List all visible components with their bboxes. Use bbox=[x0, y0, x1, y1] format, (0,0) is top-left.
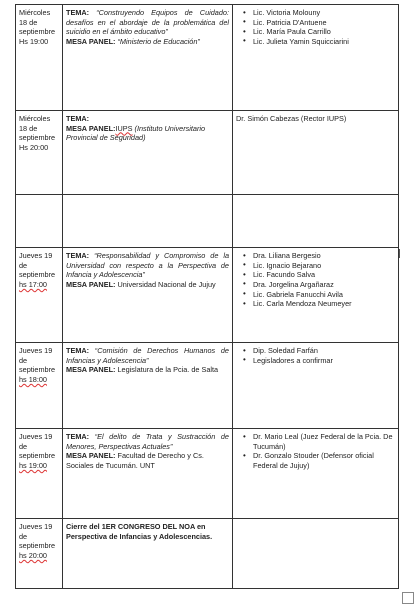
panelist-list bbox=[236, 251, 395, 309]
list-item: • Lic. Victoria Molouny bbox=[253, 8, 395, 18]
table-row bbox=[16, 5, 399, 111]
text-cursor bbox=[399, 249, 400, 258]
date-cell: Miércoles 18 de septiembre Hs 20:00 bbox=[16, 111, 63, 195]
tema-label: TEMA: bbox=[66, 346, 90, 355]
mesa-text: (Instituto Universitario Provincial de Seguridad) bbox=[66, 123, 206, 143]
mesa-label: MESA PANEL: bbox=[66, 365, 116, 375]
list-item: • Lic. María Paula Carrillo bbox=[253, 27, 395, 37]
table-row bbox=[16, 248, 399, 343]
table-row bbox=[16, 343, 399, 429]
tema-text: “Responsabilidad y Compromiso de la Universidad con respecto a la Perspectiva de Infancia y Adolescencia” bbox=[66, 251, 230, 280]
date-cell: Jueves 19 de septiembre hs 17:00 bbox=[16, 248, 63, 343]
panelist-list bbox=[236, 346, 395, 365]
tema-text: “El delito de Trata y Sustracción de Menores, Perspectivas Actuales” bbox=[66, 432, 229, 451]
mesa-text: Legislatura de la Pcia. de Salta bbox=[117, 365, 219, 375]
mesa-label: MESA PANEL: bbox=[66, 36, 116, 46]
topic-cell bbox=[63, 111, 233, 195]
list-item: • Dr. Gonzalo Stouder (Defensor oficial Federal de Jujuy) bbox=[253, 451, 395, 470]
list-item: • Lic. Julieta Yamin Squicciarini bbox=[253, 37, 395, 47]
panelist-list bbox=[236, 432, 395, 471]
mesa-label: MESA PANEL: bbox=[66, 451, 116, 461]
panelists-cell bbox=[233, 343, 399, 429]
mesa-text: Facultad de Derecho y Cs. Sociales de Tucumán. UNT bbox=[66, 451, 204, 470]
table-row-empty bbox=[16, 195, 399, 248]
panelist-list bbox=[236, 8, 395, 47]
mesa-ref: IUPS bbox=[115, 123, 133, 133]
topic-cell bbox=[63, 5, 233, 111]
table-row bbox=[16, 111, 399, 195]
tema-text: “Comisión de Derechos Humanos de Infancias y Adolescencia” bbox=[66, 346, 229, 365]
panelist: Dr. Simón Cabezas (Rector IUPS) bbox=[236, 114, 347, 123]
topic-cell bbox=[63, 248, 233, 343]
list-item: • Dip. Soledad Farfán bbox=[253, 346, 395, 356]
table-row bbox=[16, 429, 399, 519]
page-corner-box bbox=[402, 592, 414, 604]
date-cell: Jueves 19 de septiembre hs 20:00 bbox=[16, 519, 63, 589]
list-item: • Lic. Facundo Salva bbox=[253, 270, 395, 280]
panelists-cell bbox=[233, 248, 399, 343]
list-item: • Lic. Gabriela Fanucchi Avila bbox=[253, 290, 395, 300]
tema-label: TEMA: bbox=[66, 251, 90, 260]
panelists-cell bbox=[233, 5, 399, 111]
mesa-text: “Ministerio de Educación” bbox=[117, 36, 200, 46]
mesa-text: Universidad Nacional de Jujuy bbox=[117, 279, 216, 289]
closing-text: Cierre del 1ER CONGRESO DEL NOA en Perspectiva de Infancias y Adolescencias. bbox=[66, 522, 213, 541]
list-item: • Lic. Carla Mendoza Neumeyer bbox=[253, 299, 395, 309]
topic-cell bbox=[63, 429, 233, 519]
list-item: • Lic. Ignacio Bejarano bbox=[253, 261, 395, 271]
closing-cell bbox=[63, 519, 233, 589]
date-cell: Miércoles 18 de septiembre Hs 19:00 bbox=[16, 5, 63, 111]
list-item: • Dr. Mario Leal (Juez Federal de la Pcia. De Tucumán) bbox=[253, 432, 395, 451]
tema-label: TEMA: bbox=[66, 114, 90, 123]
schedule-table bbox=[15, 4, 399, 589]
date-cell: Jueves 19 de septiembre hs 19:00 bbox=[16, 429, 63, 519]
mesa-label: MESA PANEL: bbox=[66, 123, 116, 133]
panelists-cell bbox=[233, 429, 399, 519]
tema-label: TEMA: bbox=[66, 432, 90, 441]
list-item: • Legisladores a confirmar bbox=[253, 356, 395, 366]
date-cell: Jueves 19 de septiembre hs 18:00 bbox=[16, 343, 63, 429]
tema-text: “Construyendo Equipos de Cuidado: desafíos en el abordaje de la problemática del suicidio en el ámbito educativo” bbox=[66, 8, 230, 37]
panelists-cell bbox=[233, 111, 399, 195]
table-row bbox=[16, 519, 399, 589]
topic-cell bbox=[63, 343, 233, 429]
mesa-label: MESA PANEL: bbox=[66, 279, 116, 289]
list-item: • Dra. Jorgelina Argañaraz bbox=[253, 280, 395, 290]
list-item: • Lic. Patricia D'Antuene bbox=[253, 18, 395, 28]
tema-label: TEMA: bbox=[66, 8, 90, 17]
list-item: • Dra. Liliana Bergesio bbox=[253, 251, 395, 261]
